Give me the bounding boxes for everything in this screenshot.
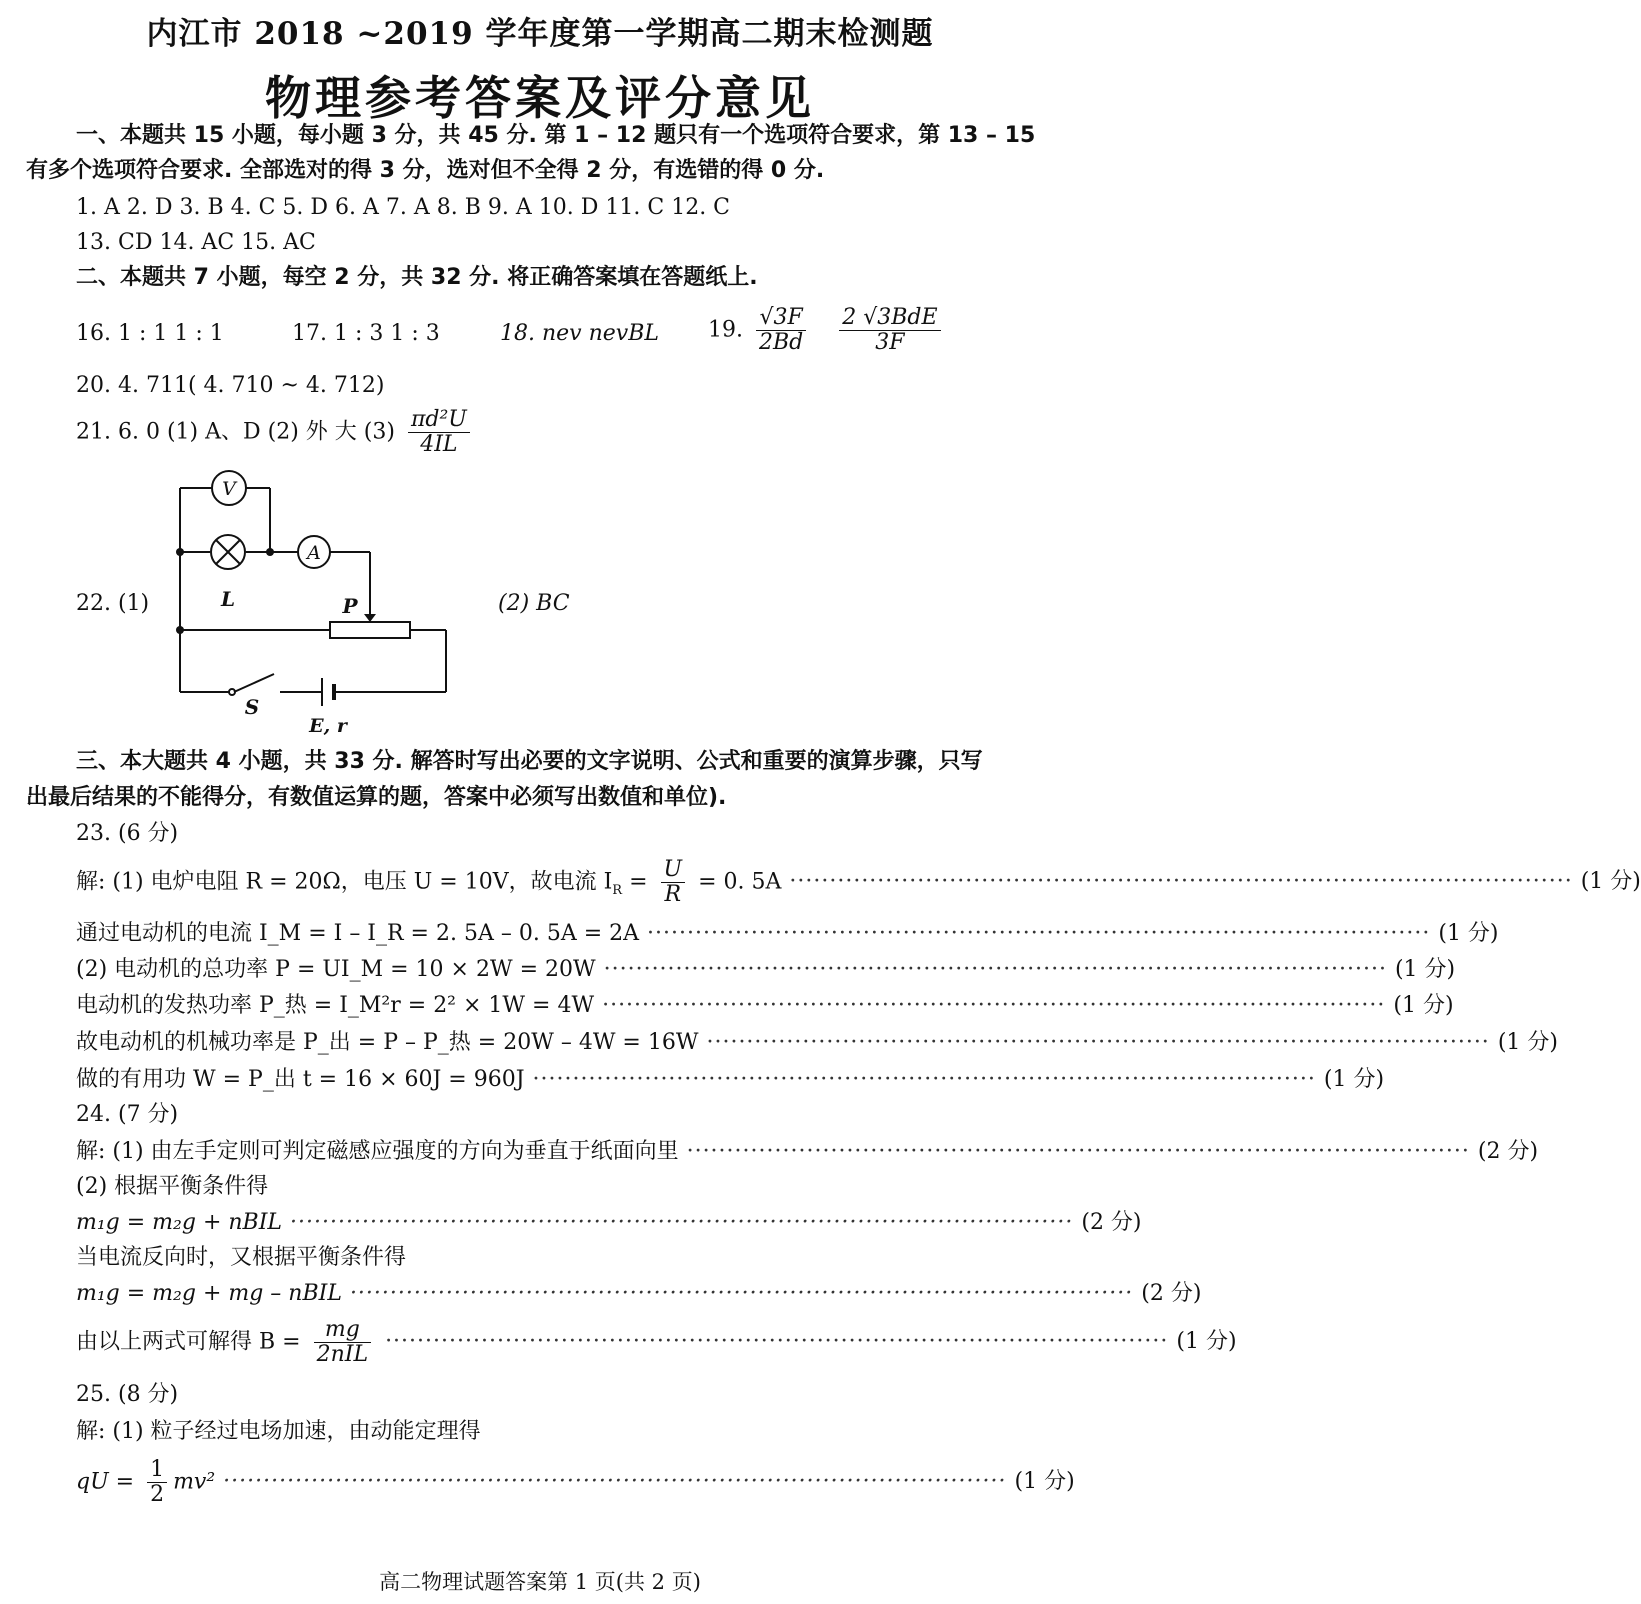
- leader-dots: ··································································································: [647, 921, 1431, 946]
- q25-line2-post: mv²: [173, 1469, 216, 1494]
- q24-line6-fraction-den: 2nIL: [316, 1341, 369, 1367]
- q24-line3: [76, 1209, 1142, 1237]
- answer-21: [76, 408, 476, 457]
- q23-line3-text: (2) 电动机的总功率 P = UI_M = 10 × 2W = 20W: [76, 957, 596, 982]
- q23-line1-fraction-num: U: [661, 858, 686, 883]
- section3-intro-line2: 出最后结果的不能得分，有数值运算的题，答案中必须写出数值和单位).: [26, 785, 727, 810]
- q24-line6-fraction: [314, 1318, 371, 1367]
- q23-line4-points: (1 分): [1393, 993, 1454, 1018]
- answer-16: 16. 1 : 1 1 : 1: [76, 321, 224, 346]
- q23-line4: [76, 992, 1454, 1020]
- answer-21-fraction: [408, 408, 470, 457]
- leader-dots: ··································································································: [602, 993, 1386, 1018]
- q23-line6: [76, 1066, 1385, 1094]
- q24-line6: [76, 1316, 1237, 1368]
- answer-22-part2: (2) BC: [498, 591, 570, 616]
- answer-21-fraction-num: πd²U: [408, 408, 470, 433]
- answer-19-fraction2: [839, 306, 940, 355]
- answer-19-label: 19.: [708, 317, 743, 343]
- mc-answers-row1: 1. A 2. D 3. B 4. C 5. D 6. A 7. A 8. B 9. A 10. D 11. C 12. C: [76, 195, 731, 220]
- q24-line6-text: [76, 1318, 377, 1367]
- q23-heading: 23. (6 分): [76, 821, 179, 846]
- leader-dots: ··································································································: [290, 1210, 1074, 1235]
- circuit-diagram: [170, 470, 460, 740]
- leader-dots: ··································································································: [223, 1469, 1007, 1494]
- section1-intro-line1: 一、本题共 15 小题，每小题 3 分，共 45 分. 第 1 – 12 题只有一个选项符合要求，第 13 – 15: [76, 123, 1036, 148]
- answer-19-fraction1-num: √3F: [756, 306, 806, 331]
- q23-line1-text: [76, 858, 781, 907]
- q24-line5-text: m₁g = m₂g + mg – nBIL: [76, 1281, 342, 1306]
- page-footer: 高二物理试题答案第 1 页(共 2 页): [379, 1570, 701, 1594]
- q23-line2: [76, 920, 1499, 948]
- leader-dots: ··································································································: [603, 957, 1387, 982]
- q24-line1-text: 解: (1) 由左手定则可判定磁感应强度的方向为垂直于纸面向里: [76, 1139, 679, 1164]
- leader-dots: ··································································································: [706, 1030, 1490, 1055]
- answer-19-fraction1: [756, 306, 806, 355]
- slider-label: P: [342, 594, 358, 618]
- q23-line1-pre: 解: (1) 电炉电阻 R = 20Ω，电压 U = 10V，故电流 I: [76, 869, 613, 894]
- q23-line6-points: (1 分): [1323, 1067, 1385, 1092]
- leader-dots: ··································································································: [385, 1329, 1169, 1354]
- leader-dots: ··································································································: [532, 1067, 1316, 1092]
- q25-line2-fraction: [147, 1458, 167, 1507]
- leader-dots: ··································································································: [789, 869, 1573, 894]
- q24-heading: 24. (7 分): [76, 1102, 179, 1127]
- section3-intro-line1: 三、本大题共 4 小题，共 33 分. 解答时写出必要的文字说明、公式和重要的演算步骤，只写: [76, 749, 983, 774]
- answer-21-text: 21. 6. 0 (1) A、D (2) 外 大 (3): [76, 419, 395, 445]
- q25-line2-fraction-num: 1: [147, 1458, 167, 1483]
- section2-intro: 二、本题共 7 小题，每空 2 分，共 32 分. 将正确答案填在答题纸上.: [76, 265, 758, 290]
- leader-dots: ··································································································: [686, 1139, 1470, 1164]
- answer-19-fraction1-den: 2Bd: [759, 330, 804, 355]
- q25-heading: 25. (8 分): [76, 1382, 179, 1407]
- battery-label: E, r: [309, 715, 347, 737]
- q24-line6-pre: 由以上两式可解得 B =: [76, 1329, 301, 1354]
- q24-line6-points: (1 分): [1176, 1329, 1237, 1354]
- exam-subtitle: 物理参考答案及评分意见: [265, 71, 815, 125]
- answer-19-fraction2-den: 3F: [875, 330, 905, 355]
- mc-answers-row2: 13. CD 14. AC 15. AC: [76, 230, 316, 255]
- answer-21-fraction-den: 4IL: [420, 432, 458, 457]
- q24-line3-points: (2 分): [1081, 1210, 1142, 1235]
- answer-17: 17. 1 : 3 1 : 3: [292, 321, 440, 346]
- q23-line5-text: 故电动机的机械功率是 P_出 = P – P_热 = 20W – 4W = 16W: [76, 1030, 699, 1055]
- answer-22-label: 22. (1): [76, 591, 150, 616]
- q24-line6-fraction-num: mg: [314, 1318, 371, 1343]
- q23-line2-points: (1 分): [1438, 921, 1499, 946]
- q24-line3-text: m₁g = m₂g + nBIL: [76, 1210, 283, 1235]
- q24-line5: [76, 1280, 1202, 1308]
- q25-line2-fraction-den: 2: [150, 1481, 165, 1507]
- q23-line4-text: 电动机的发热功率 P_热 = I_M²r = 2² × 1W = 4W: [76, 993, 595, 1018]
- leader-dots: ··································································································: [349, 1281, 1134, 1306]
- q23-line1-eq: =: [629, 869, 648, 894]
- ammeter-label: A: [307, 542, 321, 564]
- answer-19-fraction2-num: 2 √3BdE: [839, 306, 940, 331]
- q23-line6-text: 做的有用功 W = P_出 t = 16 × 60J = 960J: [76, 1067, 525, 1092]
- q23-line5: [76, 1029, 1558, 1057]
- q24-line2: (2) 根据平衡条件得: [76, 1174, 269, 1199]
- q23-line1: [76, 856, 1641, 908]
- q23-line1-fraction-den: R: [664, 881, 682, 907]
- q23-line3: [76, 956, 1456, 984]
- q24-line4: 当电流反向时，又根据平衡条件得: [76, 1245, 407, 1270]
- q25-line2-points: (1 分): [1014, 1469, 1075, 1494]
- q23-line1-post: = 0. 5A: [698, 869, 782, 894]
- q25-line2-pre: qU =: [76, 1469, 135, 1494]
- q23-line5-points: (1 分): [1497, 1030, 1558, 1055]
- q24-line5-points: (2 分): [1141, 1281, 1202, 1306]
- q23-line2-text: 通过电动机的电流 I_M = I – I_R = 2. 5A – 0. 5A = 2A: [76, 921, 640, 946]
- q25-line1: 解: (1) 粒子经过电场加速，由动能定理得: [76, 1419, 481, 1444]
- q23-line1-fraction: [661, 858, 686, 907]
- q23-line1-sub: R: [612, 882, 623, 898]
- section1-intro-line2: 有多个选项符合要求. 全部选对的得 3 分，选对但不全得 2 分，有选错的得 0 分.: [26, 158, 825, 183]
- answer-19: [708, 306, 947, 355]
- q25-line2-text: [76, 1458, 215, 1507]
- exam-title: 内江市 2018 ~2019 学年度第一学期高二期末检测题: [146, 16, 934, 52]
- switch-label: S: [244, 695, 260, 719]
- answer-20: 20. 4. 711( 4. 710 ~ 4. 712): [76, 373, 385, 398]
- q25-line2: [76, 1454, 1075, 1510]
- q24-line1: [76, 1138, 1539, 1166]
- q23-line3-points: (1 分): [1394, 957, 1456, 982]
- q23-line1-points: (1 分): [1580, 869, 1641, 894]
- voltmeter-label: V: [222, 478, 236, 500]
- q24-line1-points: (2 分): [1477, 1139, 1539, 1164]
- lamp-label: L: [220, 587, 236, 611]
- answer-18: 18. nev nevBL: [500, 321, 659, 346]
